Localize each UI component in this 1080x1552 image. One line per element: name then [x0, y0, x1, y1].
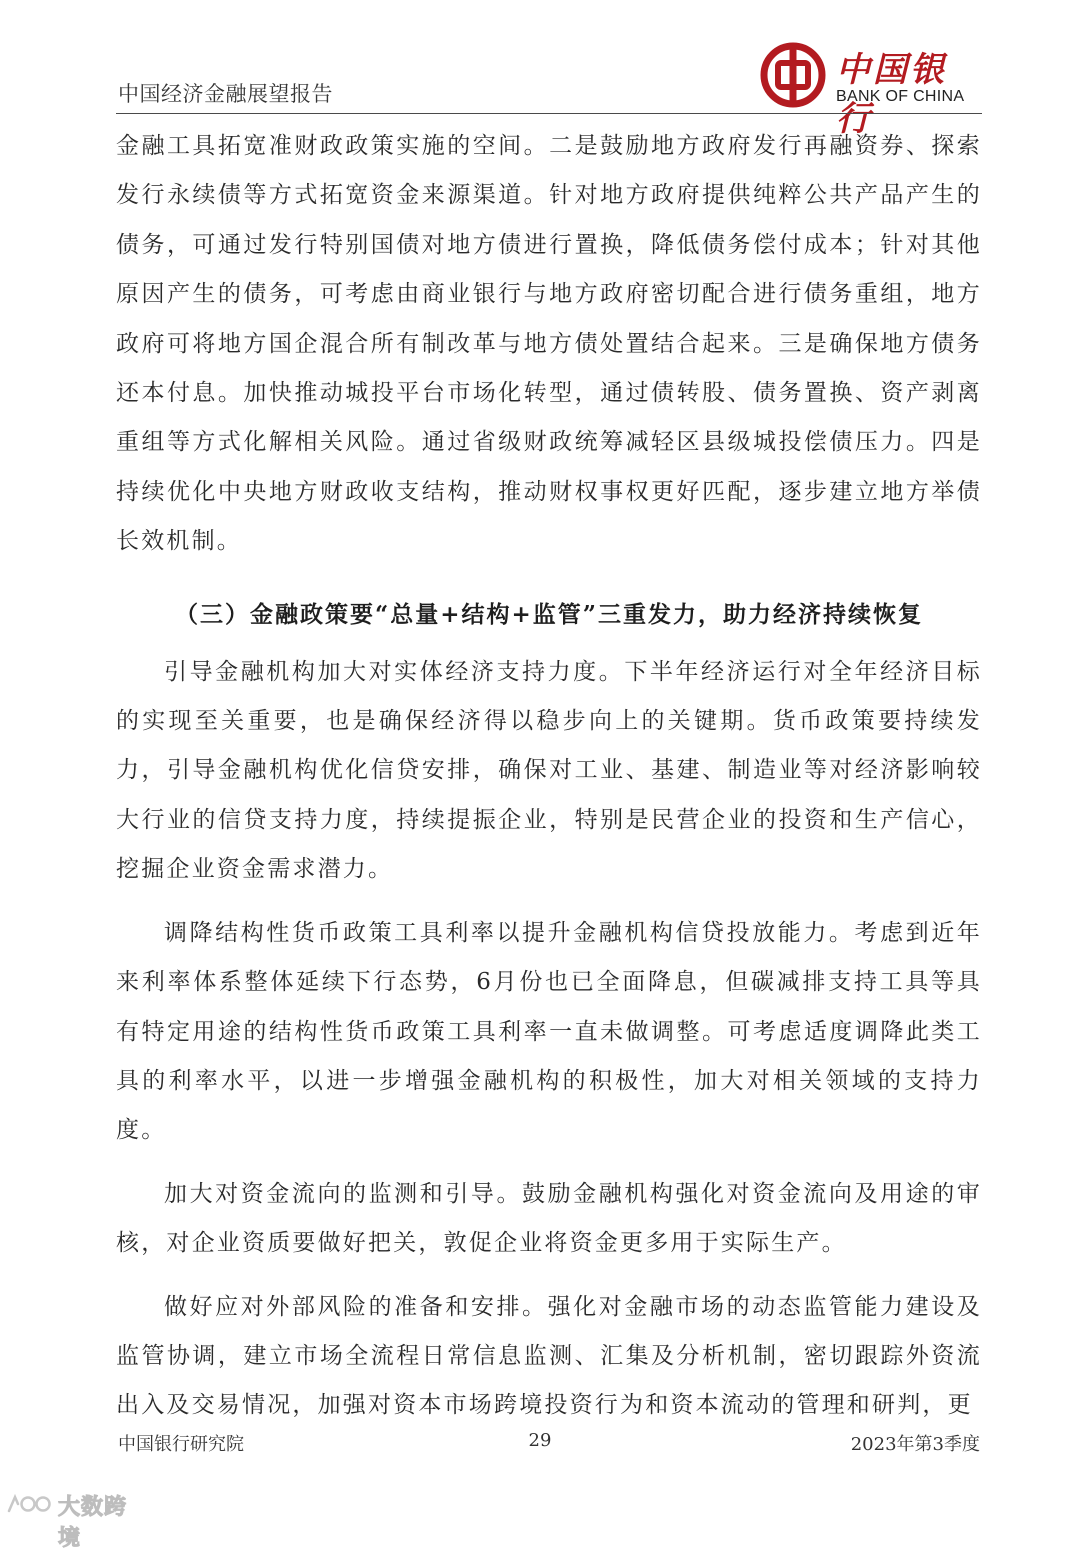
logo-english-name: BANK OF CHINA	[836, 88, 965, 105]
watermark	[6, 1490, 146, 1551]
footer-publisher: 中国银行研究院	[118, 1434, 244, 1455]
report-title: 中国经济金融展望报告	[118, 82, 333, 106]
report-body	[116, 122, 982, 1431]
header-divider	[116, 113, 982, 114]
paragraph-1: 金融工具拓宽准财政政策实施的空间。二是鼓励地方政府发行再融资券、探索发行永续债等方式拓宽资金来源渠道。针对地方政府提供纯粹公共产品产生的债务，可通过发行特别国债对地方债进行置换，降低债务偿付成本；针对其他原因产生的债务，可考虑由商业银行与地方政府密切配合进行债务重组，地方政府可将地方国企混合所有制改革与地方债处置结合起来。三是确保地方债务还本付息。加快推动城投平台市场化转型，通过债转股、债务置换、资产剥离重组等方式化解相关风险。通过省级财政统筹减轻区县级城投偿债压力。四是持续优化中央地方财政收支结构，推动财权事权更好匹配，逐步建立地方举债长效机制。	[116, 133, 982, 555]
footer-period: 2023年第3季度	[850, 1434, 980, 1455]
bank-logo	[760, 40, 982, 139]
page-number: 29	[528, 1430, 552, 1451]
paragraph-4: 加大对资金流向的监测和引导。鼓励金融机构强化对资金流向及用途的审核，对企业资质要做好把关，敦促企业将资金更多用于实际生产。	[116, 1180, 982, 1257]
paragraph-3: 调降结构性货币政策工具利率以提升金融机构信贷投放能力。考虑到近年来利率体系整体延续下行态势，6月份也已全面降息，但碳减排支持工具等具有特定用途的结构性货币政策工具利率一直未做调整。可考虑适度调降此类工具的利率水平，以进一步增强金融机构的积极性，加大对相关领域的支持力度。	[116, 919, 982, 1144]
section-heading: （三）金融政策要“总量+结构+监管”三重发力，助力经济持续恢复	[174, 600, 923, 628]
paragraph-2: 引导金融机构加大对实体经济支持力度。下半年经济运行对全年经济目标的实现至关重要，也是确保经济得以稳步向上的关键期。货币政策要持续发力，引导金融机构优化信贷安排，确保对工业、基建、制造业等对经济影响较大行业的信贷支持力度，持续提振企业，特别是民营企业的投资和生产信心，挖掘企业资金需求潜力。	[116, 658, 982, 883]
logo-chinese-name: 中国银行	[836, 50, 947, 139]
watermark-logo-icon	[6, 1493, 54, 1515]
paragraph-5: 做好应对外部风险的准备和安排。强化对金融市场的动态监管能力建设及监管协调，建立市场全流程日常信息监测、汇集及分析机制，密切跟踪外资流出入及交易情况，加强对资本市场跨境投资行为和资本流动的管理和研判，更	[116, 1293, 982, 1419]
bank-of-china-logo-icon	[760, 42, 826, 108]
watermark-text: 大数跨境	[58, 1495, 128, 1551]
